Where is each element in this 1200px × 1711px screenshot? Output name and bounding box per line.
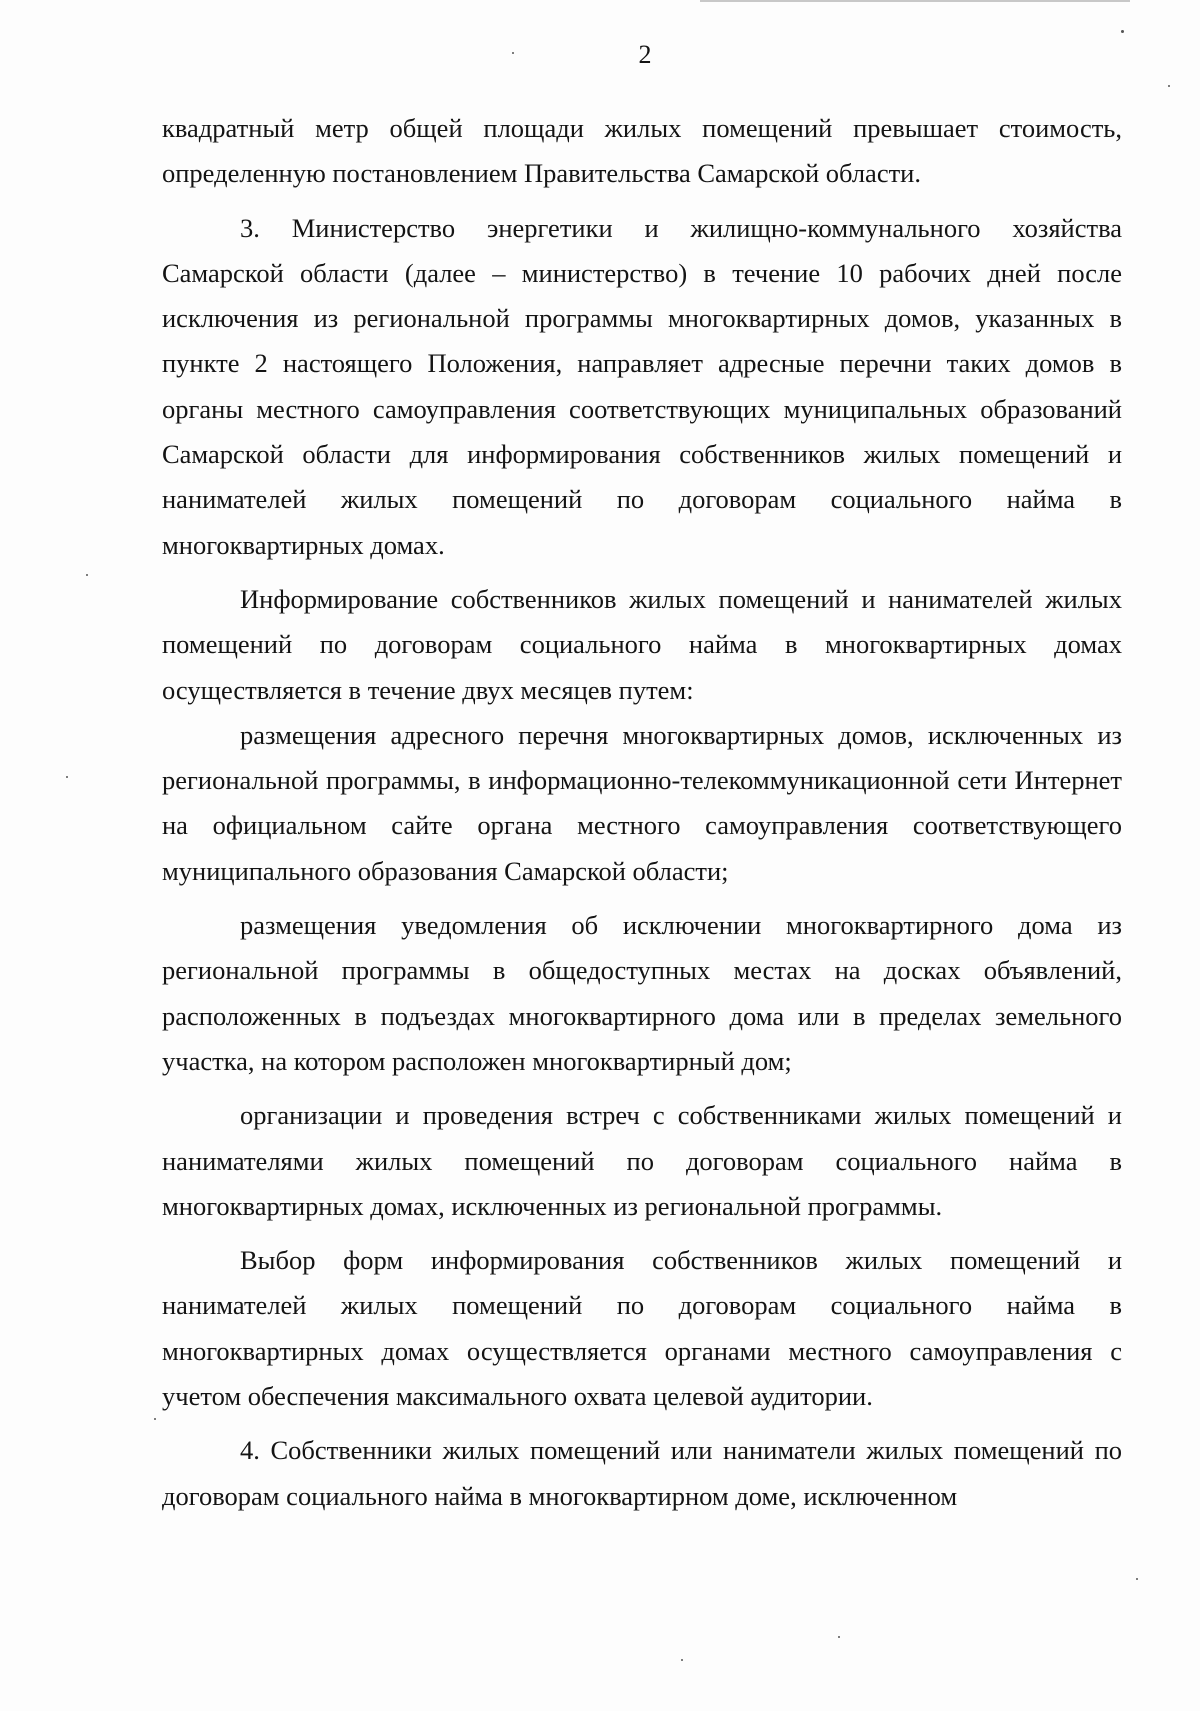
scan-speck <box>838 1636 840 1638</box>
scan-speck <box>512 52 514 54</box>
paragraph-method-internet: размещения адресного перечня многоквартирных домов, исключенных из региональной программы, в информационно-телекоммуникационной сети Интернет на официальном сайте органа местного самоуправления соответствующего муниципального образования Самарской области; <box>162 719 1122 886</box>
scan-speck <box>86 574 88 576</box>
scan-speck <box>1168 85 1170 87</box>
scan-edge-line <box>700 0 1130 2</box>
paragraph-informing: Информирование собственников жилых помещений и нанимателей жилых помещений по договорам социального найма в многоквартирных домах осуществляется в течение двух месяцев путем: <box>162 583 1122 705</box>
page-number: 2 <box>638 40 652 69</box>
paragraph-item-3: 3. Министерство энергетики и жилищно-коммунального хозяйства Самарской области (далее – министерство) в течение 10 рабочих дней после исключения из региональной программы многоквартирных домов, указанных в пункте 2 настоящего Положения, направляет адресные перечни таких домов в органы местного самоуправления соответствующих муниципальных образований Самарской области для информирования собственников жилых помещений и нанимателей жилых помещений по договорам социального найма в многоквартирных домах. <box>162 212 1122 560</box>
scan-speck <box>154 1418 156 1420</box>
scan-speck <box>681 1659 683 1661</box>
paragraph-method-notice: размещения уведомления об исключении многоквартирного дома из региональной программы в общедоступных местах на досках объявлений, расположенных в подъездах многоквартирного дома или в пределах земельного участка, на котором расположен многоквартирный дом; <box>162 910 1122 1076</box>
scan-speck <box>1136 1578 1138 1580</box>
paragraph-method-meetings: организации и проведения встреч с собственниками жилых помещений и нанимателями жилых помещений по договорам социального найма в многоквартирных домах, исключенных из региональной программы. <box>162 1100 1122 1221</box>
paragraph-item-4: 4. Собственники жилых помещений или наниматели жилых помещений по договорам социального найма в многоквартирном доме, исключенном <box>162 1435 1122 1511</box>
paragraph-form-choice: Выбор форм информирования собственников жилых помещений и нанимателей жилых помещений по договорам социального найма в многоквартирных домах осуществляется органами местного самоуправления с учетом обеспечения максимального охвата целевой аудитории. <box>162 1245 1122 1412</box>
scan-speck <box>1121 30 1124 33</box>
scan-speck <box>66 776 68 778</box>
document-body <box>162 106 1122 1519</box>
paragraph-continuation: квадратный метр общей площади жилых помещений превышает стоимость, определенную постановлением Правительства Самарской области. <box>162 113 1122 189</box>
